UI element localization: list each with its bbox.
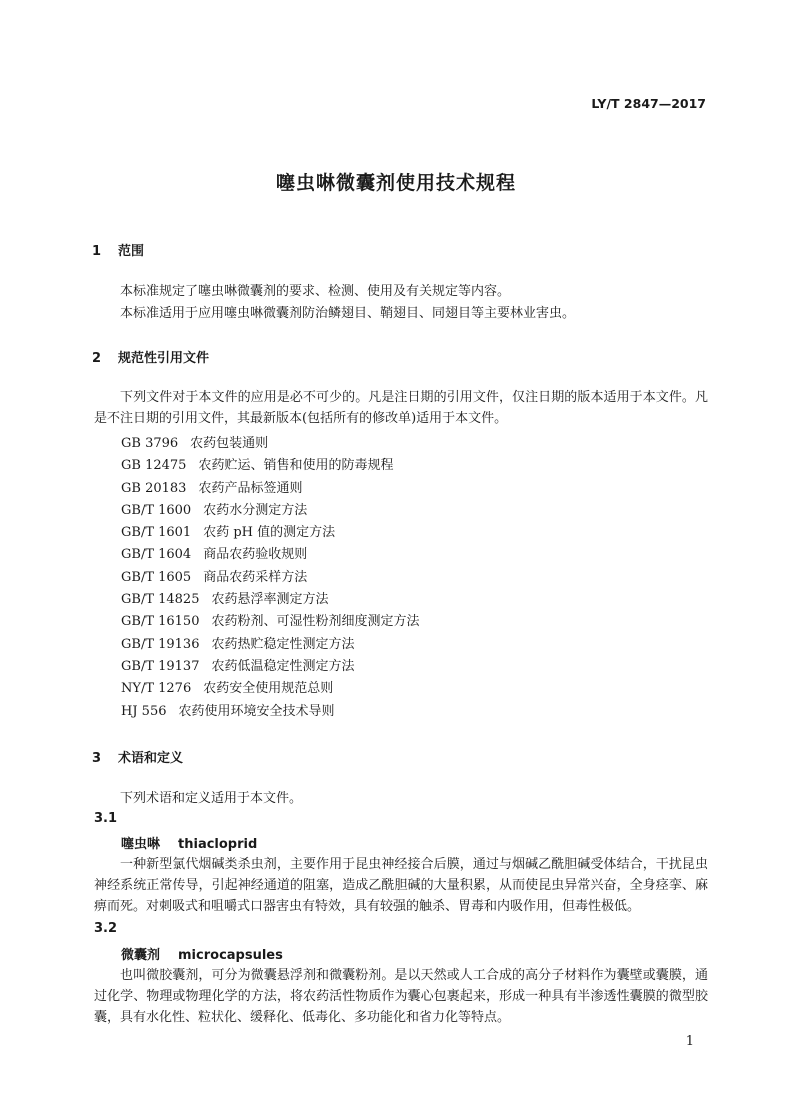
scope-paragraph-1: 本标准规定了噻虫啉微囊剂的要求、检测、使用及有关规定等内容。 bbox=[120, 284, 511, 299]
reference-title: 农药粉剂、可湿性粉剂细度测定方法 bbox=[211, 614, 420, 630]
reference-code: GB 12475 bbox=[121, 458, 187, 474]
reference-item bbox=[121, 678, 420, 700]
terms-intro: 下列术语和定义适用于本文件。 bbox=[120, 791, 303, 806]
section-title: 范围 bbox=[118, 244, 145, 259]
standard-code: LY/T 2847—2017 bbox=[591, 96, 706, 111]
reference-item bbox=[121, 656, 420, 678]
section-title: 规范性引用文件 bbox=[118, 351, 210, 366]
term-english: thiacloprid bbox=[178, 837, 258, 852]
term-english: microcapsules bbox=[178, 948, 283, 963]
term-3-1-number: 3.1 bbox=[94, 811, 118, 826]
reference-title: 农药产品标签通则 bbox=[198, 480, 303, 496]
section-title: 术语和定义 bbox=[118, 751, 184, 766]
reference-code: GB 3796 bbox=[121, 436, 179, 451]
reference-code: GB/T 1604 bbox=[121, 547, 192, 563]
section-number: 3 bbox=[92, 751, 102, 766]
reference-item bbox=[121, 455, 420, 477]
reference-code: NY/T 1276 bbox=[121, 681, 192, 697]
reference-title: 农药 pH 值的测定方法 bbox=[203, 525, 336, 541]
term-3-1-definition: 一种新型氯代烟碱类杀虫剂，主要作用于昆虫神经接合后膜，通过与烟碱乙酰胆碱受体结合，干扰昆虫神经系统正常传导，引起神经通道的阻塞，造成乙酰胆碱的大量积累，从而使昆虫异常兴奋，全身痉挛、麻痹而死。对刺吸式和咀嚼式口器害虫有特效，具有较强的触杀、胃毒和内吸作用，但毒性极低。 bbox=[94, 857, 708, 914]
reference-title: 农药热贮稳定性测定方法 bbox=[211, 636, 355, 652]
reference-title: 农药贮运、销售和使用的防毒规程 bbox=[198, 458, 394, 474]
section-number: 1 bbox=[92, 244, 102, 259]
reference-item bbox=[121, 522, 420, 544]
reference-title: 农药使用环境安全技术导则 bbox=[178, 703, 335, 719]
reference-item bbox=[121, 500, 420, 522]
reference-code: GB/T 16150 bbox=[121, 614, 200, 630]
reference-title: 农药水分测定方法 bbox=[203, 502, 308, 518]
references-intro: 下列文件对于本文件的应用是必不可少的。凡是注日期的引用文件，仅注日期的版本适用于本文件。凡是不注日期的引用文件，其最新版本(包括所有的修改单)适用于本文件。 bbox=[94, 390, 708, 426]
reference-item bbox=[121, 544, 420, 566]
reference-item bbox=[121, 611, 420, 633]
scope-paragraph-2: 本标准适用于应用噻虫啉微囊剂防治鳞翅目、鞘翅目、同翅目等主要林业害虫。 bbox=[120, 306, 576, 321]
reference-code: GB 20183 bbox=[121, 480, 187, 496]
reference-list bbox=[121, 433, 420, 723]
reference-title: 农药悬浮率测定方法 bbox=[211, 592, 329, 608]
reference-code: GB/T 19137 bbox=[121, 658, 200, 674]
reference-item bbox=[121, 589, 420, 611]
reference-title: 农药低温稳定性测定方法 bbox=[211, 658, 355, 674]
reference-code: GB/T 1601 bbox=[121, 525, 192, 541]
reference-title: 农药包装通则 bbox=[190, 436, 269, 451]
document-title: 噻虫啉微囊剂使用技术规程 bbox=[275, 172, 516, 194]
reference-item bbox=[121, 567, 420, 589]
page-number: 1 bbox=[685, 1034, 694, 1049]
section-number: 2 bbox=[92, 351, 102, 366]
reference-code: HJ 556 bbox=[121, 703, 167, 719]
reference-item bbox=[121, 701, 420, 723]
term-chinese: 微囊剂 bbox=[121, 948, 161, 963]
section-2-heading bbox=[92, 347, 209, 366]
reference-title: 商品农药采样方法 bbox=[203, 569, 308, 585]
reference-code: GB/T 1605 bbox=[121, 569, 192, 585]
reference-item bbox=[121, 433, 420, 455]
reference-code: GB/T 1600 bbox=[121, 502, 192, 518]
term-3-2-number: 3.2 bbox=[94, 921, 118, 936]
section-3-heading bbox=[92, 747, 183, 766]
term-3-1-title bbox=[121, 833, 257, 852]
term-3-2-title bbox=[121, 944, 283, 963]
reference-code: GB/T 14825 bbox=[121, 592, 200, 608]
reference-title: 农药安全使用规范总则 bbox=[203, 681, 334, 697]
term-chinese: 噻虫啉 bbox=[121, 837, 161, 852]
section-1-heading bbox=[92, 240, 144, 259]
reference-item bbox=[121, 634, 420, 656]
term-3-2-definition: 也叫微胶囊剂，可分为微囊悬浮剂和微囊粉剂。是以天然或人工合成的高分子材料作为囊壁或囊膜，通过化学、物理或物理化学的方法，将农药活性物质作为囊心包裹起来，形成一种具有半渗透性囊膜的微型胶囊，具有水化性、粒状化、缓释化、低毒化、多功能化和省力化等特点。 bbox=[94, 968, 708, 1025]
reference-title: 商品农药验收规则 bbox=[203, 547, 308, 563]
reference-item bbox=[121, 478, 420, 500]
reference-code: GB/T 19136 bbox=[121, 636, 200, 652]
